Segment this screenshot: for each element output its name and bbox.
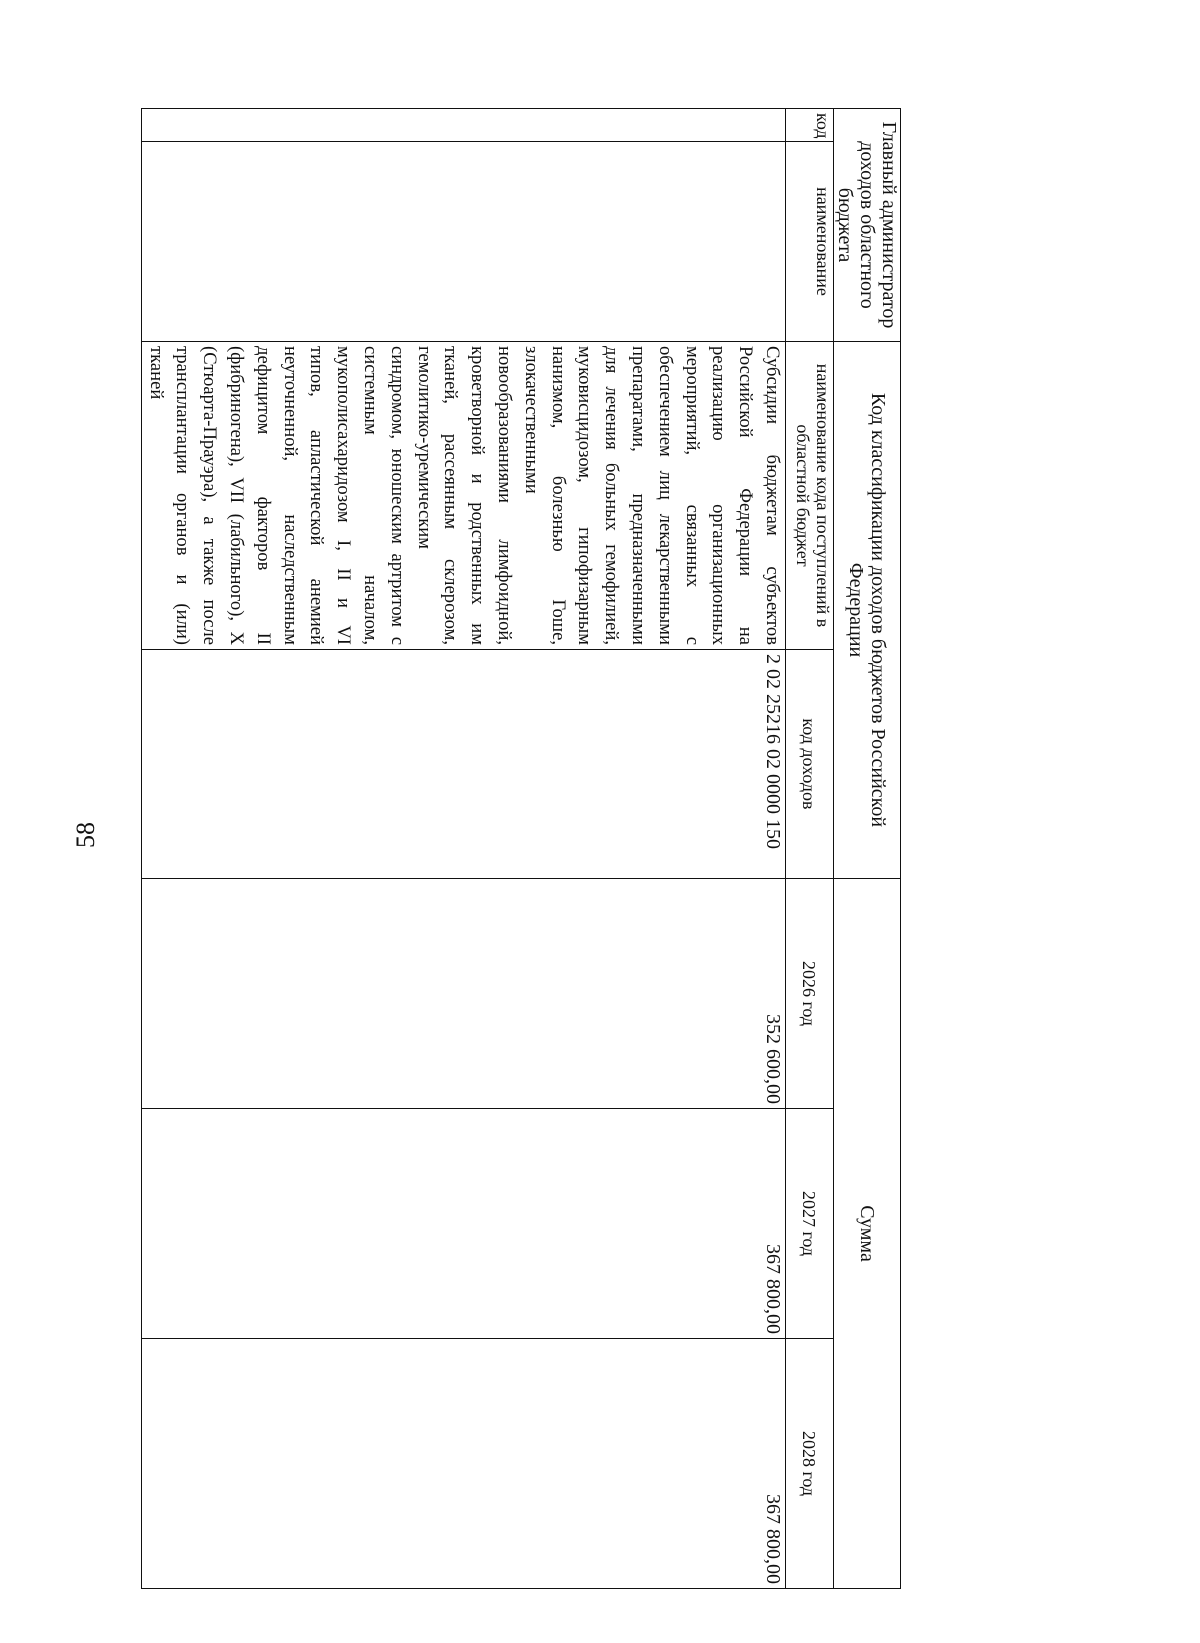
description-line: дефицитом факторов II: [252, 346, 274, 645]
description-line: мукополисахаридозом I, II и VI: [333, 346, 355, 645]
table-row: [141, 109, 785, 1589]
header-row-2: [786, 109, 834, 1589]
income-name-header: наименование кода поступлений в областной бюджет: [786, 342, 834, 650]
sum-group-header: Сумма: [834, 879, 901, 1589]
description-line: кроветворной и родственных им: [467, 346, 489, 645]
description-line: Российской Федерации на: [735, 346, 757, 645]
description-line: для лечения больных гемофилией,: [601, 346, 623, 645]
description-line: муковисцидозом, гипофизарным: [574, 346, 596, 645]
description-line: новообразованиями лимфоидной,: [494, 346, 516, 645]
page-number: 58: [71, 822, 100, 848]
description-line: мероприятий, связанных с: [681, 346, 703, 645]
description-line: синдромом, юношеским артритом с: [386, 346, 408, 645]
admin-name-cell: [141, 142, 785, 342]
description-line: типов, апластической анемией: [306, 346, 328, 645]
description-line: нанизмом, болезнью Гоше,: [547, 346, 569, 645]
admin-group-header: Главный администратор доходов областного бюджета: [834, 109, 901, 342]
description-line: трансплантации органов и (или): [172, 346, 194, 645]
description-line: препаратами, предназначенными: [628, 346, 650, 645]
description-line: реализацию организационных: [708, 346, 730, 645]
description-line: тканей: [145, 346, 167, 400]
description-line: (Стюарта-Прауэра), а также после: [199, 346, 221, 645]
description-line: неуточненной, наследственным: [279, 346, 301, 645]
year-2028-header: 2028 год: [786, 1339, 834, 1589]
header-row-1: [834, 109, 901, 1589]
rotated-table-container: [145, 108, 901, 1588]
description-line: Субсидии бюджетам субъектов: [762, 346, 783, 645]
amount-2028-cell: 367 800,00: [141, 1339, 785, 1589]
description-line: злокачественными: [520, 346, 542, 494]
amount-2026-cell: 352 600,00: [141, 879, 785, 1109]
description-line: системным началом,: [360, 346, 382, 645]
income-code-cell: 2 02 25216 02 0000 150: [141, 650, 785, 879]
admin-name-header: наименование: [786, 142, 834, 342]
year-2027-header: 2027 год: [786, 1109, 834, 1339]
description-line: гемолитико-уремическим: [413, 346, 435, 549]
description-line: (фибриногена), VII (лабильного), X: [226, 346, 248, 645]
year-2026-header: 2026 год: [786, 879, 834, 1109]
income-code-header: код доходов: [786, 650, 834, 879]
income-description: [142, 346, 785, 645]
budget-table: [141, 108, 901, 1589]
description-line: тканей, рассеянным склерозом,: [440, 346, 462, 645]
admin-code-header: код: [786, 109, 834, 142]
classification-group-header: Код классификации доходов бюджетов Российской Федерации: [834, 342, 901, 879]
admin-code-cell: [141, 109, 785, 142]
description-line: обеспечением лиц лекарственными: [654, 346, 676, 645]
amount-2027-cell: 367 800,00: [141, 1109, 785, 1339]
income-description-cell: [141, 342, 785, 650]
